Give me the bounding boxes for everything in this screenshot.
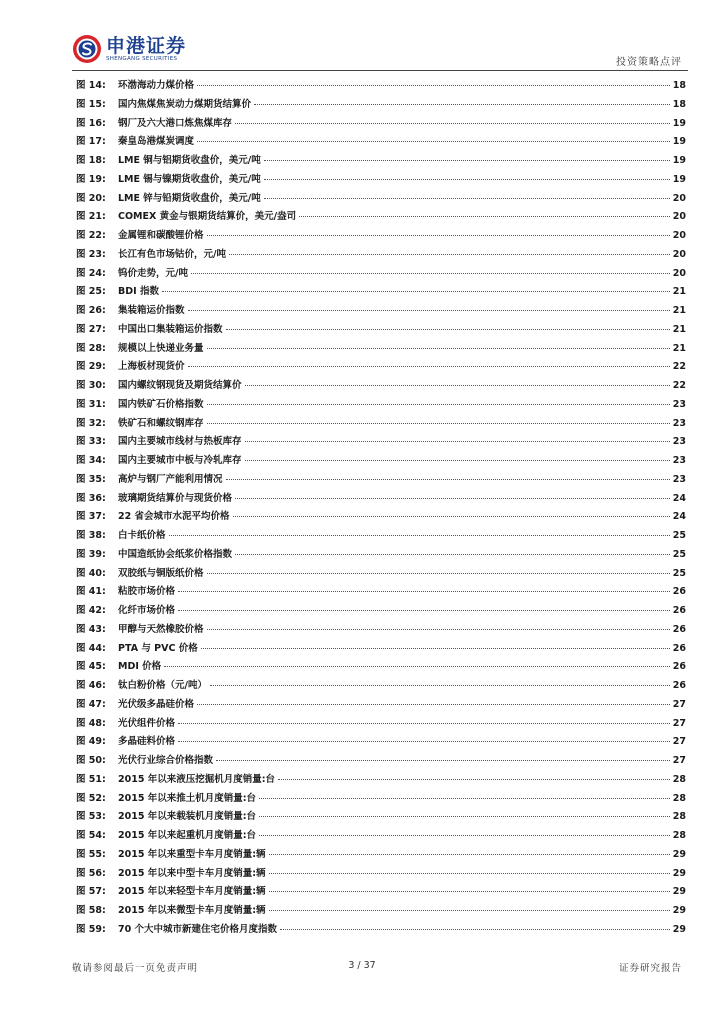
dot-leader [235, 554, 670, 555]
figure-number: 图 20: [76, 192, 106, 204]
toc-entry[interactable] [76, 677, 686, 696]
page-ref: 28 [672, 773, 686, 785]
figure-title: 2015 年以来推土机月度销量:台 [118, 792, 257, 804]
figure-title: 高炉与钢厂产能利用情况 [118, 473, 223, 485]
figure-title: 钨价走势，元/吨 [118, 267, 188, 279]
figure-title: 2015 年以来起重机月度销量:台 [118, 830, 257, 841]
dot-leader [207, 404, 670, 405]
figure-number: 图 29: [76, 361, 106, 373]
page-ref: 24 [672, 492, 686, 504]
figure-title: 2015 年以来重型卡车月度销量:辆 [118, 848, 266, 860]
figure-number: 图 22: [76, 230, 106, 241]
dot-leader [188, 366, 670, 367]
figure-number: 图 37: [76, 511, 106, 523]
toc-entry[interactable] [76, 190, 686, 209]
figure-number: 图 17: [76, 136, 106, 148]
toc-entry[interactable] [76, 133, 686, 152]
figure-title: PTA 与 PVC 价格 [118, 642, 198, 654]
dot-leader [207, 573, 670, 574]
page-ref: 26 [672, 586, 686, 598]
dot-leader [210, 685, 670, 686]
dot-leader [164, 666, 670, 667]
figure-number: 图 35: [76, 473, 106, 485]
figure-title: 光伏级多晶硅价格 [118, 698, 195, 710]
dot-leader [264, 198, 670, 199]
figure-number: 图 19: [76, 173, 106, 185]
figure-title: LME 铜与铝期货收盘价，美元/吨 [118, 155, 261, 166]
shengang-logo-icon [72, 34, 102, 64]
figure-title: 国内铁矿石价格指数 [118, 398, 204, 410]
figure-number: 图 28: [76, 342, 106, 354]
figure-number: 图 32: [76, 417, 106, 429]
figure-number: 图 43: [76, 623, 106, 635]
dot-leader [178, 610, 670, 611]
disclaimer-note: 敬请参阅最后一页免责声明 [72, 963, 199, 974]
page-ref: 29 [672, 923, 686, 935]
figure-title: 多晶硅料价格 [118, 736, 176, 748]
dot-leader [269, 910, 670, 911]
figure-number: 图 47: [76, 698, 106, 710]
figure-number: 图 27: [76, 323, 106, 335]
figure-title: BDI 指数 [118, 286, 159, 298]
page-ref: 19 [672, 173, 686, 185]
page-ref: 22 [672, 380, 686, 391]
page-header [0, 0, 724, 72]
figure-number: 图 40: [76, 567, 106, 579]
dot-leader [207, 235, 670, 236]
toc-entry[interactable] [76, 902, 686, 921]
report-type-label: 证券研究报告 [618, 963, 682, 974]
figure-title: 2015 年以来液压挖掘机月度销量:台 [118, 773, 276, 785]
dot-leader [259, 835, 670, 836]
toc-entry[interactable] [76, 471, 686, 490]
figure-number: 图 25: [76, 286, 106, 298]
figure-title: 上海板材现货价 [118, 361, 185, 373]
figure-number: 图 38: [76, 530, 106, 541]
figure-title: 钢厂及六大港口炼焦煤库存 [118, 117, 233, 129]
page-ref: 26 [672, 623, 686, 635]
figure-number: 图 42: [76, 605, 106, 616]
page-ref: 21 [672, 323, 686, 335]
toc-entry[interactable] [76, 546, 686, 565]
page-ref: 27 [672, 717, 686, 729]
toc-entry[interactable] [76, 208, 686, 227]
toc-entry[interactable] [76, 865, 686, 884]
dot-leader [197, 85, 670, 86]
figure-number: 图 59: [76, 923, 106, 935]
figure-number: 图 56: [76, 867, 106, 879]
figure-title: MDI 价格 [118, 661, 162, 673]
figure-title: 秦皇岛港煤炭调度 [118, 136, 195, 148]
toc-entry[interactable] [76, 508, 686, 527]
toc-entry[interactable] [76, 827, 686, 846]
toc-entry[interactable] [76, 733, 686, 752]
header-divider [72, 70, 688, 71]
dot-leader [254, 104, 670, 105]
doc-type-label: 投资策略点评 [616, 57, 682, 68]
figure-title: 集装箱运价指数 [118, 305, 185, 316]
figure-title: 双胶纸与铜版纸价格 [118, 567, 204, 579]
figure-number: 图 14: [76, 80, 106, 91]
figure-title: COMEX 黄金与银期货结算价，美元/盎司 [118, 211, 297, 223]
figure-number: 图 57: [76, 886, 106, 898]
page-ref: 24 [672, 511, 686, 523]
toc-entry[interactable] [76, 77, 686, 96]
toc-entry[interactable] [76, 358, 686, 377]
dot-leader [207, 629, 670, 630]
dot-leader [280, 929, 670, 930]
toc-entry[interactable] [76, 490, 686, 509]
dot-leader [269, 873, 670, 874]
toc-entry[interactable] [76, 96, 686, 115]
toc-entry[interactable] [76, 602, 686, 621]
page-ref: 27 [672, 736, 686, 748]
page-ref: 29 [672, 886, 686, 898]
figure-title: 2015 年以来轻型卡车月度销量:辆 [118, 886, 266, 898]
toc-entry[interactable] [76, 302, 686, 321]
figure-number: 图 55: [76, 848, 106, 860]
page-ref: 29 [672, 867, 686, 879]
toc-entry[interactable] [76, 115, 686, 134]
figure-number: 图 50: [76, 755, 106, 766]
figure-title: 白卡纸价格 [118, 530, 166, 541]
figure-number: 图 53: [76, 811, 106, 823]
figure-title: 玻璃期货结算价与现货价格 [118, 492, 233, 504]
brand-logo [72, 34, 186, 64]
toc-entry[interactable] [76, 658, 686, 677]
page-ref: 23 [672, 473, 686, 485]
figure-number: 图 30: [76, 380, 106, 391]
page-ref: 20 [672, 192, 686, 204]
page-ref: 25 [672, 567, 686, 579]
toc-entry[interactable] [76, 790, 686, 809]
figure-number: 图 24: [76, 267, 106, 279]
dot-leader [207, 423, 670, 424]
page-ref: 28 [672, 830, 686, 841]
toc-entry[interactable] [76, 696, 686, 715]
figure-number: 图 21: [76, 211, 106, 223]
figure-number: 图 48: [76, 717, 106, 729]
dot-leader [278, 779, 670, 780]
dot-leader [233, 516, 670, 517]
page-ref: 29 [672, 848, 686, 860]
page-ref: 20 [672, 248, 686, 260]
dot-leader [264, 179, 670, 180]
page-ref: 20 [672, 211, 686, 223]
dot-leader [169, 535, 670, 536]
dot-leader [264, 160, 670, 161]
toc-entry[interactable] [76, 565, 686, 584]
dot-leader [245, 441, 670, 442]
toc-entry[interactable] [76, 640, 686, 659]
figure-title: 粘胶市场价格 [118, 586, 176, 598]
figure-title: 中国造纸协会纸浆价格指数 [118, 548, 233, 560]
brand-name-cn: 申港证券 [106, 34, 187, 57]
dot-leader [226, 479, 670, 480]
figure-number: 图 54: [76, 830, 106, 841]
dot-leader [178, 591, 670, 592]
toc-entry[interactable] [76, 246, 686, 265]
toc-entry[interactable] [76, 715, 686, 734]
figure-number: 图 23: [76, 248, 106, 260]
figure-title: 中国出口集装箱运价指数 [118, 323, 223, 335]
page-ref: 27 [672, 755, 686, 766]
figure-number: 图 33: [76, 436, 106, 448]
toc-entry[interactable] [76, 527, 686, 546]
figure-title: 2015 年以来微型卡车月度销量:辆 [118, 905, 266, 916]
figure-title: 光伏组件价格 [118, 717, 176, 729]
figure-title: 规模以上快递业务量 [118, 342, 204, 354]
page-number: 3 / 37 [348, 960, 376, 971]
page-ref: 25 [672, 548, 686, 560]
page-ref: 19 [672, 136, 686, 148]
page-ref: 19 [672, 117, 686, 129]
toc-entry[interactable] [76, 377, 686, 396]
dot-leader [188, 310, 670, 311]
dot-leader [259, 798, 670, 799]
figure-title: 国内焦煤焦炭动力煤期货结算价 [118, 98, 252, 110]
toc-entry[interactable] [76, 752, 686, 771]
figure-number: 图 26: [76, 305, 106, 316]
figure-number: 图 18: [76, 155, 106, 166]
page-ref: 21 [672, 305, 686, 316]
toc-entry[interactable] [76, 265, 686, 284]
figure-number: 图 34: [76, 455, 106, 466]
dot-leader [245, 385, 670, 386]
figure-title: 70 个大中城市新建住宅价格月度指数 [118, 923, 278, 935]
figure-title: 2015 年以来载装机月度销量:台 [118, 811, 257, 823]
dot-leader [207, 348, 670, 349]
dot-leader [162, 291, 670, 292]
page-ref: 20 [672, 230, 686, 241]
toc-entry[interactable] [76, 283, 686, 302]
figure-number: 图 46: [76, 680, 106, 691]
page-ref: 25 [672, 530, 686, 541]
dot-leader [299, 216, 670, 217]
page-ref: 22 [672, 361, 686, 373]
toc-entry[interactable] [76, 808, 686, 827]
figure-number: 图 49: [76, 736, 106, 748]
toc-entry[interactable] [76, 771, 686, 790]
page-ref: 23 [672, 436, 686, 448]
dot-leader [201, 648, 670, 649]
page-ref: 26 [672, 680, 686, 691]
figure-title: 铁矿石和螺纹钢库存 [118, 417, 204, 429]
figure-number: 图 15: [76, 98, 106, 110]
toc-entry[interactable] [76, 321, 686, 340]
page-ref: 27 [672, 698, 686, 710]
dot-leader [229, 254, 670, 255]
page-ref: 20 [672, 267, 686, 279]
toc-entry[interactable] [76, 433, 686, 452]
figure-number: 图 44: [76, 642, 106, 654]
figure-title: 化纤市场价格 [118, 605, 176, 616]
figure-title: 2015 年以来中型卡车月度销量:辆 [118, 867, 266, 879]
toc-entry[interactable] [76, 621, 686, 640]
page-ref: 28 [672, 792, 686, 804]
dot-leader [178, 723, 670, 724]
figure-number: 图 58: [76, 905, 106, 916]
dot-leader [245, 460, 670, 461]
toc-entry[interactable] [76, 452, 686, 471]
figure-number: 图 41: [76, 586, 106, 598]
dot-leader [269, 891, 670, 892]
figure-number: 图 36: [76, 492, 106, 504]
toc-entry[interactable] [76, 883, 686, 902]
dot-leader [216, 760, 670, 761]
figure-title: 甲醇与天然橡胶价格 [118, 623, 204, 635]
dot-leader [191, 273, 670, 274]
dot-leader [235, 498, 670, 499]
dot-leader [226, 329, 670, 330]
page-ref: 18 [672, 98, 686, 110]
figure-number: 图 16: [76, 117, 106, 129]
dot-leader [269, 854, 670, 855]
figure-index [76, 77, 686, 940]
page-ref: 21 [672, 342, 686, 354]
figure-number: 图 39: [76, 548, 106, 560]
page-ref: 23 [672, 455, 686, 466]
dot-leader [235, 123, 670, 124]
toc-entry[interactable] [76, 171, 686, 190]
page-ref: 28 [672, 811, 686, 823]
page-ref: 23 [672, 398, 686, 410]
toc-entry[interactable] [76, 583, 686, 602]
figure-number: 图 45: [76, 661, 106, 673]
figure-title: 长江有色市场钴价，元/吨 [118, 248, 226, 260]
toc-entry[interactable] [76, 846, 686, 865]
toc-entry[interactable] [76, 396, 686, 415]
dot-leader [197, 141, 670, 142]
figure-title: 国内螺纹钢现货及期货结算价 [118, 380, 242, 391]
figure-title: 国内主要城市线材与热板库存 [118, 436, 242, 448]
dot-leader [197, 704, 670, 705]
figure-title: 环渤海动力煤价格 [118, 80, 195, 91]
figure-number: 图 51: [76, 773, 106, 785]
brand-name-en: SHENGANG SECURITIES [106, 55, 178, 62]
toc-entry[interactable] [76, 152, 686, 171]
page-ref: 21 [672, 286, 686, 298]
dot-leader [178, 741, 670, 742]
toc-entry[interactable] [76, 340, 686, 359]
dot-leader [259, 816, 670, 817]
figure-title: LME 锡与镍期货收盘价，美元/吨 [118, 173, 261, 185]
toc-entry[interactable] [76, 921, 686, 940]
figure-title: LME 锌与铅期货收盘价，美元/吨 [118, 192, 261, 204]
figure-title: 钛白粉价格（元/吨） [118, 680, 207, 691]
page-ref: 19 [672, 155, 686, 166]
page-ref: 29 [672, 905, 686, 916]
toc-entry[interactable] [76, 227, 686, 246]
page-ref: 18 [672, 80, 686, 91]
page-ref: 26 [672, 642, 686, 654]
page-ref: 23 [672, 417, 686, 429]
figure-number: 图 31: [76, 398, 106, 410]
toc-entry[interactable] [76, 415, 686, 434]
page-ref: 26 [672, 661, 686, 673]
figure-title: 光伏行业综合价格指数 [118, 755, 214, 766]
figure-title: 金属锂和碳酸锂价格 [118, 230, 204, 241]
figure-number: 图 52: [76, 792, 106, 804]
figure-title: 22 省会城市水泥平均价格 [118, 511, 230, 523]
page-ref: 26 [672, 605, 686, 616]
figure-title: 国内主要城市中板与冷轧库存 [118, 455, 242, 466]
